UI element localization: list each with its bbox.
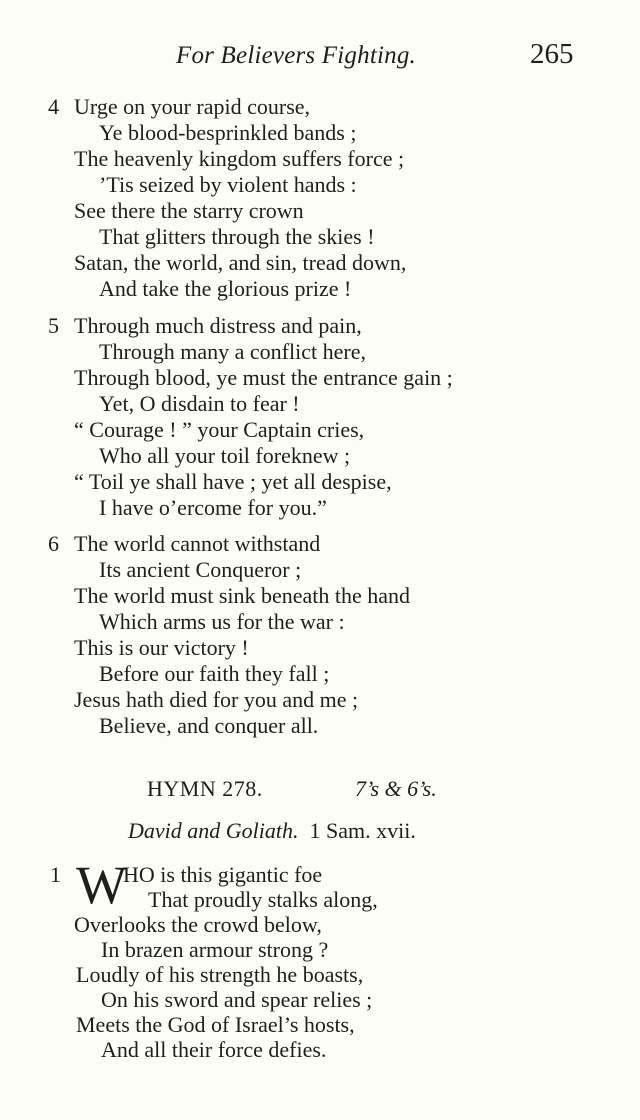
verse-line: Overlooks the crowd below, — [74, 912, 322, 937]
hymn-heading: HYMN 278. — [147, 776, 263, 801]
verse-line: And all their force defies. — [101, 1037, 327, 1062]
verse-line: Through much distress and pain, — [74, 313, 362, 338]
verse-line: HO is this gigantic foe — [123, 862, 323, 887]
running-header: For Believers Fighting. — [176, 42, 416, 69]
stanza-number: 1 — [50, 862, 61, 887]
verse-line: Believe, and conquer all. — [99, 713, 319, 738]
drop-cap: W — [76, 855, 127, 915]
verse-line: Before our faith they fall ; — [99, 661, 330, 686]
verse-line: The world must sink beneath the hand — [74, 583, 411, 608]
hymn-subtitle-title: David and Goliath. — [128, 818, 299, 843]
verse-line: Satan, the world, and sin, tread down, — [74, 250, 407, 275]
verse-line: And take the glorious prize ! — [99, 276, 352, 301]
verse-line: The heavenly kingdom suffers force ; — [74, 146, 405, 171]
verse-line: I have o’ercome for you.” — [99, 495, 327, 520]
verse-line: On his sword and spear relies ; — [101, 987, 373, 1012]
stanza-number: 4 — [48, 94, 59, 119]
verse-line: Ye blood-besprinkled bands ; — [99, 120, 357, 145]
verse-line: Through many a conflict here, — [99, 339, 366, 364]
verse-line: See there the starry crown — [74, 198, 304, 223]
page-number: 265 — [530, 38, 574, 70]
verse-line: Jesus hath died for you and me ; — [74, 687, 359, 712]
verse-line: Who all your toil foreknew ; — [99, 443, 351, 468]
verse-line: Its ancient Conqueror ; — [99, 557, 302, 582]
hymn-meter: 7’s & 6’s. — [355, 776, 437, 801]
stanza-number: 5 — [48, 313, 59, 338]
hymn-subtitle — [128, 818, 416, 844]
verse-line: “ Toil ye shall have ; yet all despise, — [74, 469, 392, 494]
verse-line: This is our victory ! — [74, 635, 249, 660]
stanza-number: 6 — [48, 531, 59, 556]
verse-line: Through blood, ye must the entrance gain ; — [74, 365, 453, 390]
verse-line: Which arms us for the war : — [99, 609, 345, 634]
verse-line: Urge on your rapid course, — [74, 94, 311, 119]
verse-line: “ Courage ! ” your Captain cries, — [74, 417, 365, 442]
hymn-subtitle-reference: 1 Sam. xvii. — [309, 818, 416, 843]
verse-line: That proudly stalks along, — [148, 887, 378, 912]
verse-line: Meets the God of Israel’s hosts, — [76, 1012, 355, 1037]
verse-line: Loudly of his strength he boasts, — [76, 962, 364, 987]
verse-line: In brazen armour strong ? — [101, 937, 329, 962]
verse-line: ’Tis seized by violent hands : — [99, 172, 357, 197]
verse-line: The world cannot withstand — [74, 531, 321, 556]
verse-line: Yet, O disdain to fear ! — [99, 391, 300, 416]
verse-line: That glitters through the skies ! — [99, 224, 375, 249]
